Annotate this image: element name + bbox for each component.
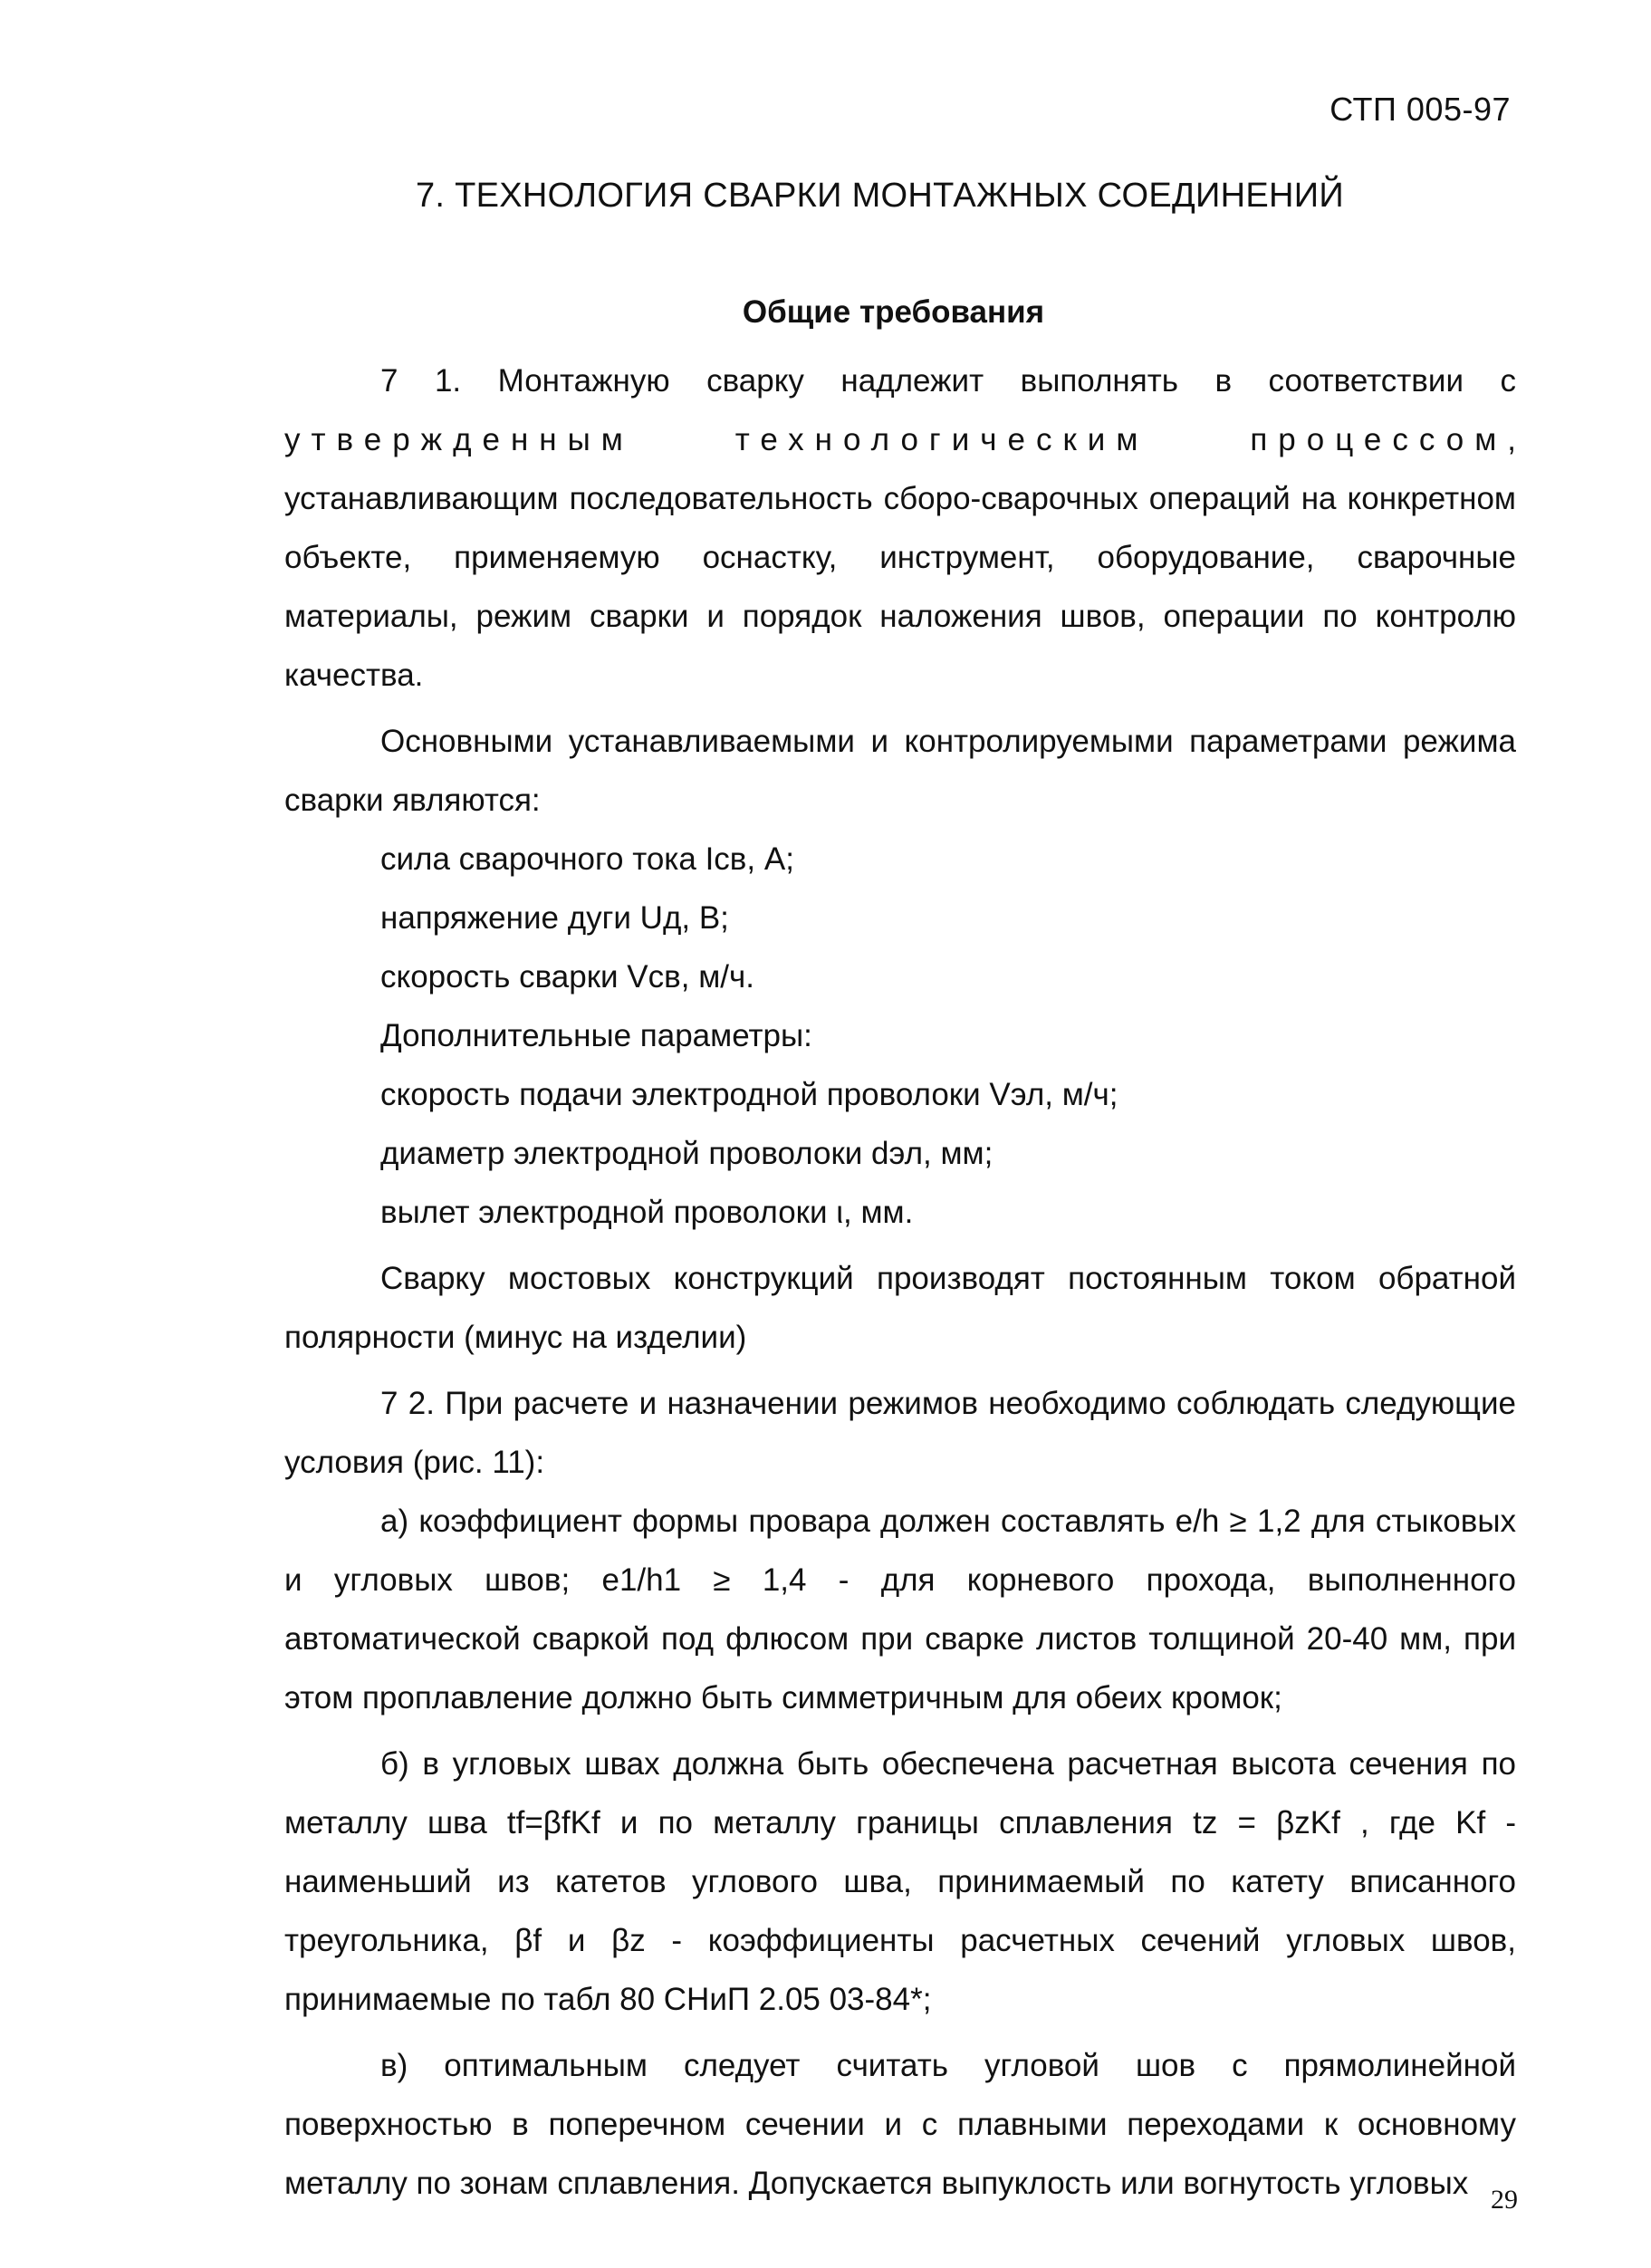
param-voltage: напряжение дуги Uд, В; [380,900,729,936]
item-b: б) в угловых швах должна быть обеспечена расчетная высота сечения по металлу шва tf=βfKf и по металлу границы сплавления tz = βzKf , где Kf - наименьший из катетов углового шва, принимаемый по катету вписанного треугольника, βf и βz - коэффициенты расчетных сечений угловых швов, принимаемые по табл 80 СНиП 2.05 03-84*; [284,1746,1516,2017]
item-a: а) коэффициент формы провара должен составлять e/h ≥ 1,2 для стыковых и угловых швов; e1/h1 ≥ 1,4 - для корневого прохода, выполненного автоматической сваркой под флюсом при сварке листов толщиной 20-40 мм, при этом проплавление должно быть симметричным для обеих кромок; [284,1504,1516,1715]
section-title: 7. ТЕХНОЛОГИЯ СВАРКИ МОНТАЖНЫХ СОЕДИНЕНИЙ [415,177,1345,215]
paragraph-7-1-start: 7 1. Монтажную сварку надлежит выполнять в соответствии с [380,363,1516,399]
paragraph-7-1-end: , устанавливающим последовательность сборо-сварочных операций на конкретном объекте, применяемую оснастку, инструмент, оборудование, сварочные материалы, режим сварки и порядок наложения швов, операции по контролю качества. [284,422,1516,693]
param-current: сила сварочного тока Iсв, А; [380,841,794,877]
document-code: СТП 005-97 [1329,91,1511,128]
page-number: 29 [1491,2185,1518,2215]
paragraph-main-params: Основными устанавливаемыми и контролируемыми параметрами режима сварки являются: [284,724,1516,818]
item-v: в) оптимальным следует считать угловой шов с прямолинейной поверхностью в поперечном сечении и с плавными переходами к основному металлу по зонам сплавления. Допускается выпуклость или вогнутость угловых [284,2048,1516,2201]
subheading: Общие требования [742,294,1045,330]
additional-params-heading: Дополнительные параметры: [380,1018,812,1053]
param-speed: скорость сварки Vсв, м/ч. [380,959,754,995]
paragraph-7-2: 7 2. При расчете и назначении режимов необходимо соблюдать следующие условия (рис. 11): [284,1386,1516,1480]
paragraph-7-1 [284,351,1516,705]
body-text [284,351,1516,2213]
param-wire-stickout: вылет электродной проволоки ι, мм. [380,1195,914,1230]
paragraph-polarity: Сварку мостовых конструкций производят постоянным током обратной полярности (минус на изделии) [284,1261,1516,1355]
param-wire-feed: скорость подачи электродной проволоки Vэл, м/ч; [380,1077,1118,1112]
spaced-emphasis: утвержденным технологическим процессом [284,422,1508,457]
param-wire-diameter: диаметр электродной проволоки dэл, мм; [380,1136,993,1171]
